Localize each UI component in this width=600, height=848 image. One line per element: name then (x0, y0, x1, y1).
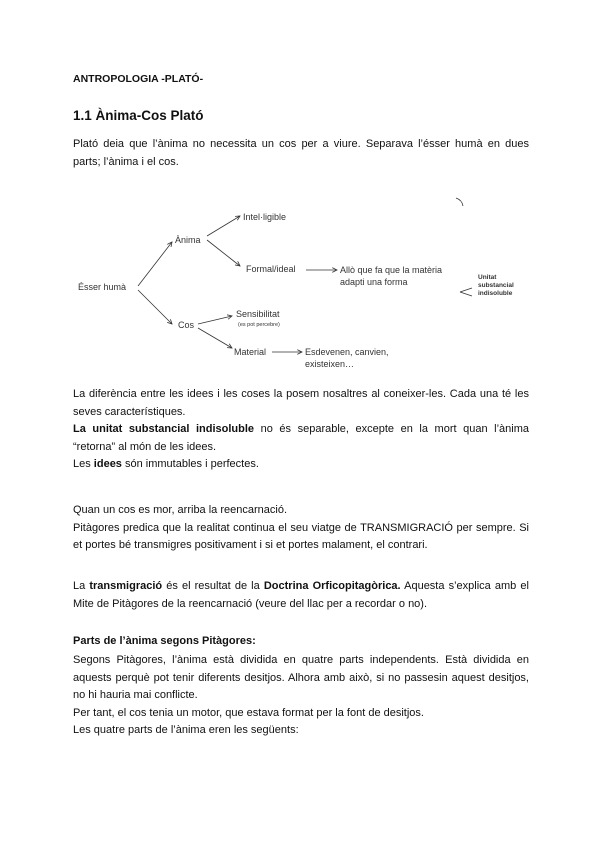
para2-line-2: seves característiques. (73, 405, 186, 418)
formal-desc-2: adapti una forma (340, 277, 408, 287)
node-anima: Ànima (175, 235, 201, 245)
parts-line-3: no hi hauria mai conflicte. (73, 689, 198, 701)
node-root: Ésser humà (78, 282, 127, 292)
node-intelligible: Intel·ligible (243, 212, 287, 222)
unitat-label-2: substancial (478, 282, 514, 289)
node-sensibilitat-note: (es pot percebre) (238, 322, 280, 328)
edge-to-unitat (460, 288, 472, 292)
edge-cos-material (198, 328, 232, 348)
intro-line-2: parts; l’ànima i el cos. (73, 155, 179, 168)
parts-line-4: Per tant, el cos tenia un motor, que estava format per la font de desitjos. (73, 706, 424, 719)
edge-cos-sensibilitat (198, 316, 232, 324)
para3-line-1: Quan un cos es mor, arriba la reencarnació. (73, 504, 288, 516)
document-title: ANTROPOLOGIA -PLATÓ- (73, 73, 204, 85)
edge-root-cos (138, 290, 172, 324)
para4-a: La (73, 580, 90, 592)
unitat-label-1: Unitat (478, 274, 497, 281)
intro-paragraph (73, 136, 529, 171)
node-sensibilitat: Sensibilitat (236, 309, 280, 319)
brace-mark-top (456, 198, 463, 206)
paragraph-parts (73, 652, 529, 740)
edge-to-unitat-2 (460, 292, 472, 296)
edge-anima-intelligible (207, 216, 240, 236)
material-desc-1: Esdevenen, canvien, (305, 347, 389, 357)
para2-line-5-b: són immutables i perfectes. (121, 458, 259, 470)
term-doctrina: Doctrina Orficopitagòrica. (263, 580, 401, 592)
node-cos: Cos (178, 320, 195, 330)
unitat-label-3: indisoluble (478, 290, 513, 297)
para4-b: és el resultat de la (162, 580, 264, 592)
intro-line-1: Plató deia que l’ànima no necessita un cos per a viure. Separava l’ésser humà en dues (73, 138, 529, 150)
para2-line-3 (73, 421, 529, 439)
section-title: 1.1 Ànima-Cos Plató (73, 108, 204, 123)
term-transmigracio: transmigració (89, 580, 163, 592)
formal-desc-1: Allò que fa que la matèria (340, 265, 443, 275)
edge-anima-formal (207, 240, 240, 266)
paragraph-reencarnacio (73, 502, 529, 555)
para4-c: Aquesta s’explica amb el (400, 580, 529, 592)
parts-heading: Parts de l’ànima segons Pitàgores: (73, 635, 256, 647)
para2-line-1: La diferència entre les idees i les coses la posem nosaltres al coneixer-les. Cada una té les (73, 388, 529, 400)
parts-line-5: Les quatre parts de l’ànima eren les següents: (73, 724, 299, 736)
para2-line-4: “retorna” al món de les idees. (73, 440, 217, 453)
para4-line-1 (73, 578, 529, 596)
paragraph-transmigracio (73, 578, 529, 613)
para3-line-2: Pitàgores predica que la realitat continua el seu viatge de TRANSMIGRACIÓ per sempre. Si (73, 521, 529, 534)
anima-cos-diagram (60, 190, 550, 380)
para2-line-5-a: Les (73, 458, 94, 470)
para2-line-5 (73, 456, 529, 474)
node-material: Material (234, 347, 267, 357)
parts-line-2: aquests perquè pot tenir diferents desitjos. Alhora amb això, si no passesin aquest desitjos, (73, 671, 529, 684)
para4-line-2: Mite de Pitàgores de la reencarnació (veure del llac per a recordar o no). (73, 597, 428, 610)
parts-line-1: Segons Pitàgores, l’ànima està dividida en quatre parts independents. Està dividida en (73, 654, 529, 666)
paragraph-idees (73, 386, 529, 474)
para2-line-3-rest: no és separable, excepte en la mort quan l’ànima (254, 423, 529, 435)
term-unitat: La unitat substancial indisoluble (73, 423, 255, 435)
term-idees: idees (93, 458, 122, 470)
para3-line-3: et portes bé transmigres positivament i si et portes malament, el contrari. (73, 539, 428, 551)
material-desc-2: existeixen… (305, 359, 355, 369)
node-formal: Formal/ideal (246, 264, 296, 274)
edge-root-anima (138, 242, 172, 286)
